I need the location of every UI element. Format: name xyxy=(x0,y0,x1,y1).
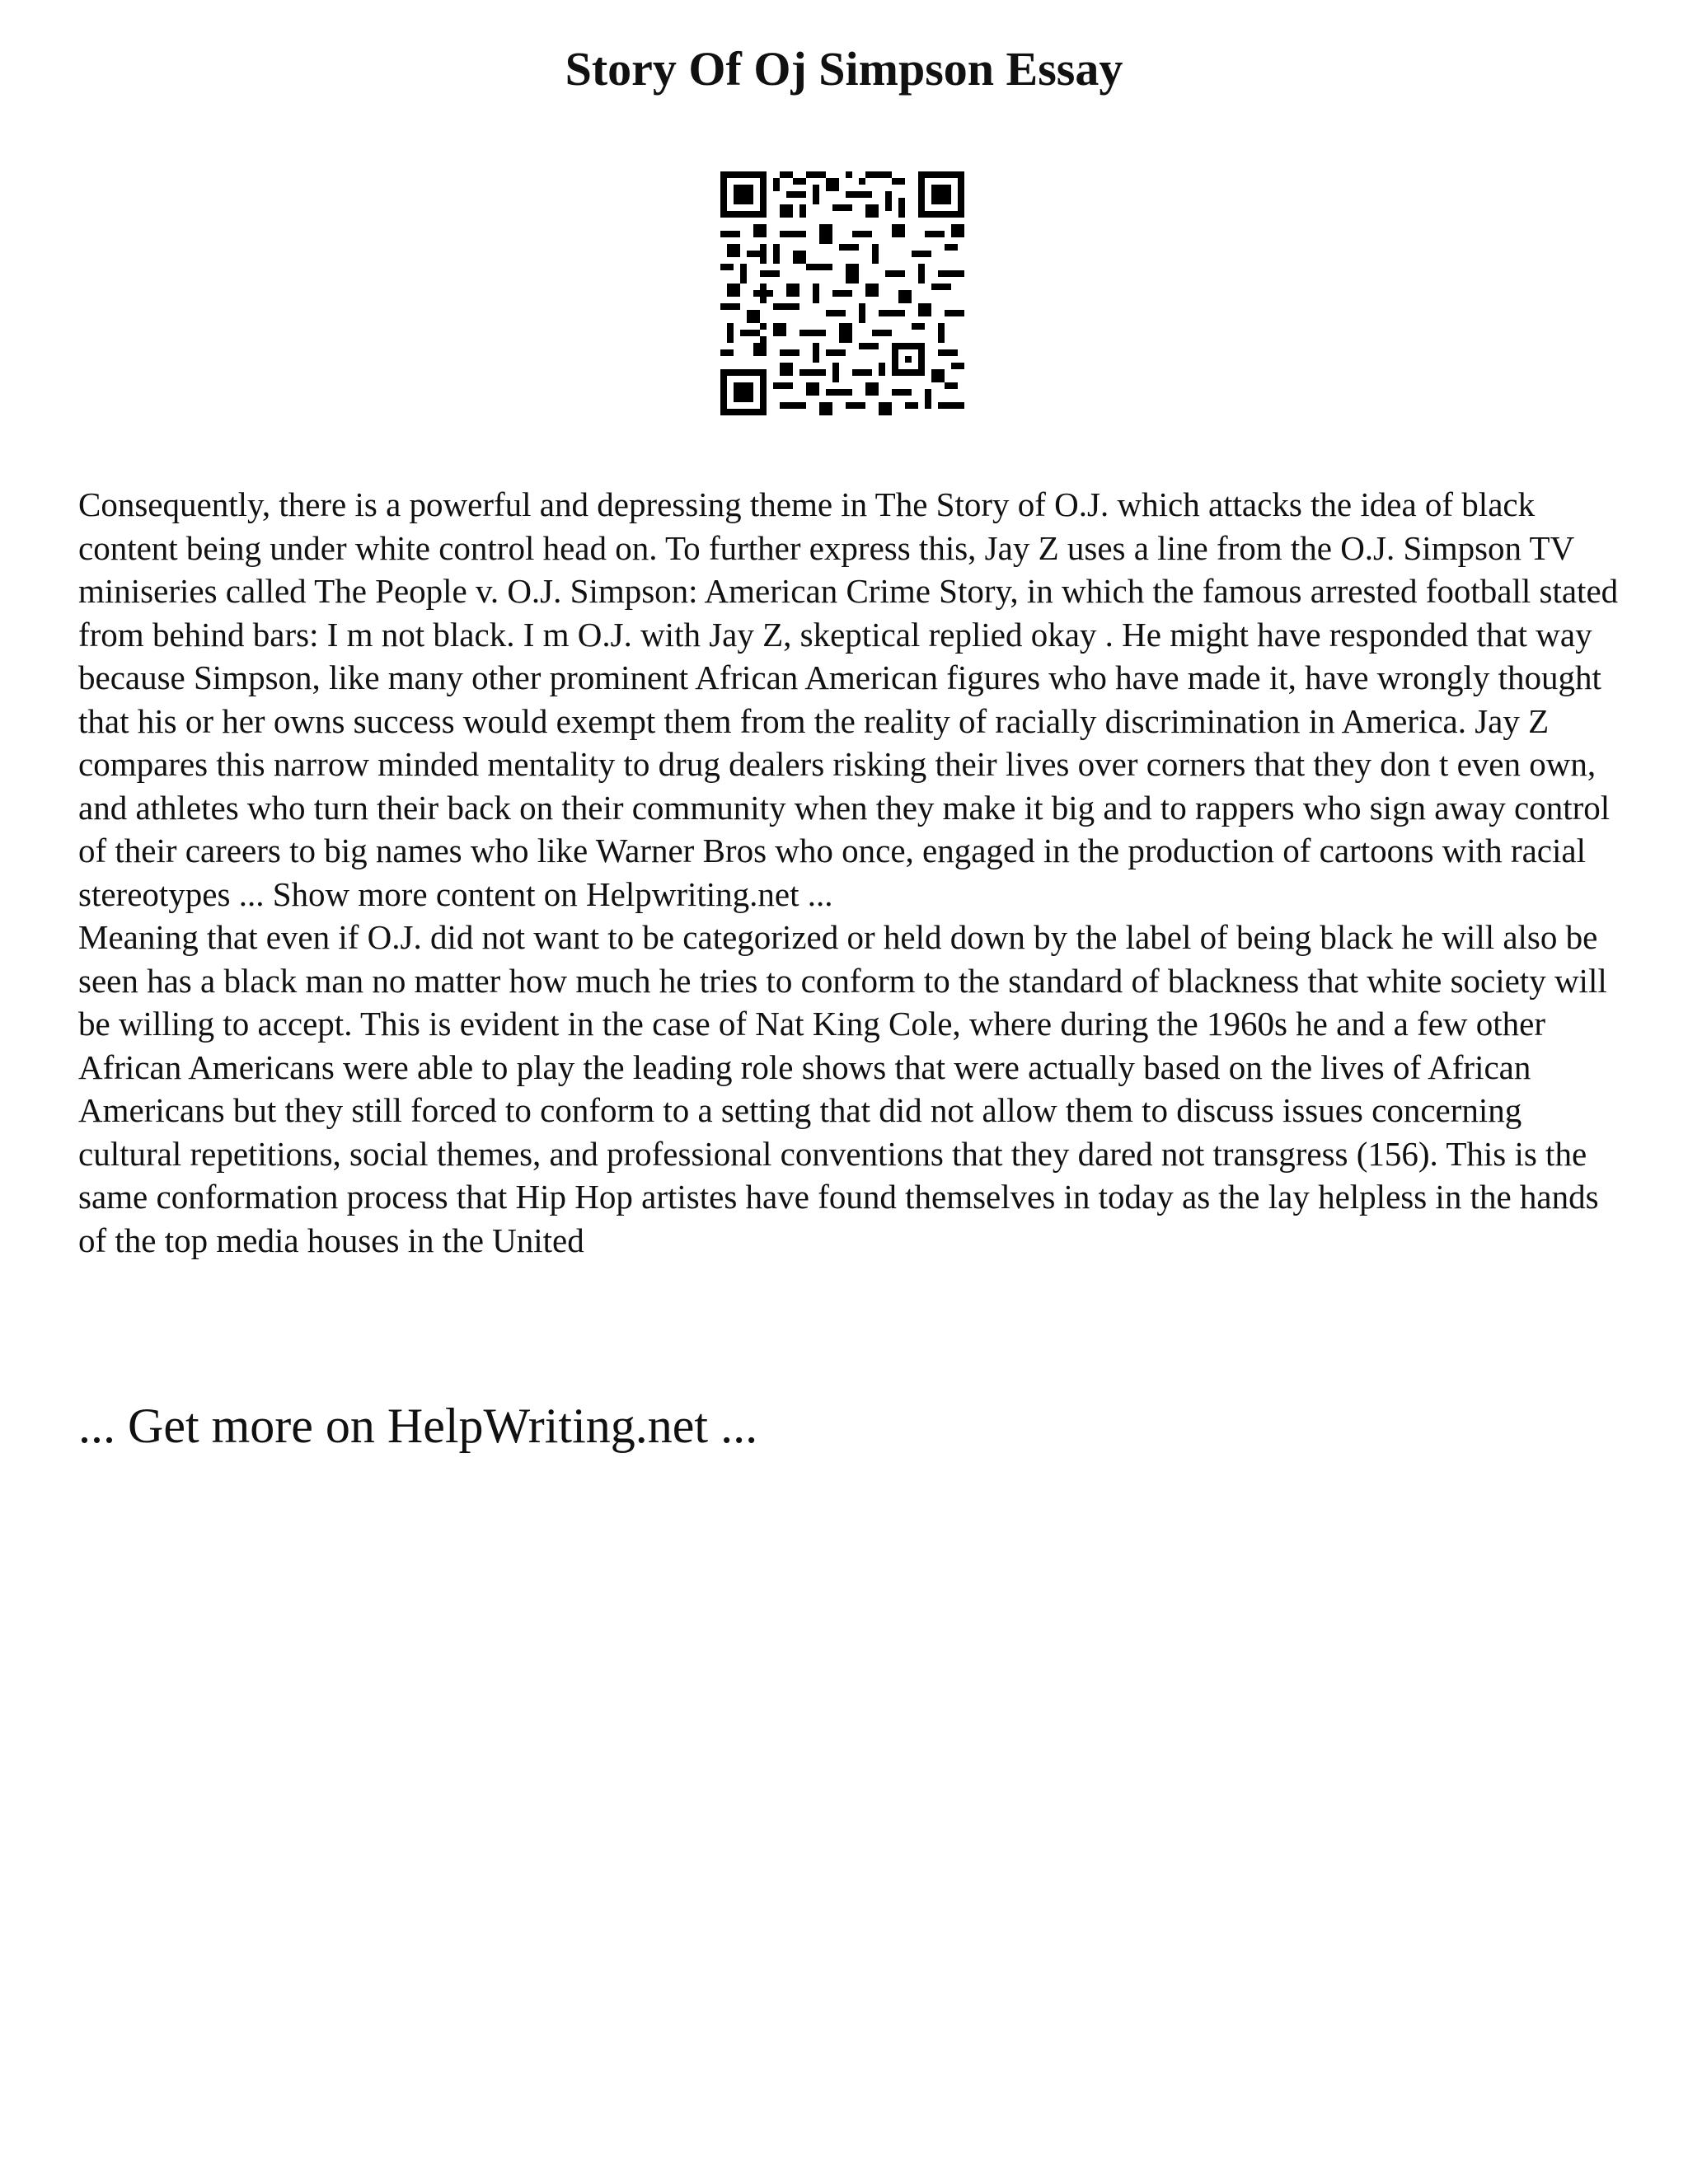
qr-code-icon xyxy=(720,171,964,415)
page-title: Story Of Oj Simpson Essay xyxy=(565,42,1123,96)
get-more-link[interactable]: ... Get more on HelpWriting.net ... xyxy=(78,1399,758,1453)
essay-paragraph: Consequently, there is a powerful and depressing theme in The Story of O.J. which attacks the idea of black content being under white control head on. To further express this, Jay Z uses a line from the O.J. Simpson TV miniseries called The People v. O.J. Simpson: American Crime Story, in which the famous arrested football stated from behind bars: I m not black. I m O.J. with Jay Z, skeptical replied okay . He might have responded that way because Simpson, like many other prominent African American figures who have made it, have wrongly thought that his or her owns success would exempt them from the reality of racially discrimination in America. Jay Z compares this narrow minded mentality to drug dealers risking their lives over corners that they don t even own, and athletes who turn their back on their community when they make it big and to rappers who sign away control of their careers to big names who like Warner Bros who once, engaged in the production of cartoons with racial stereotypes ... Show more content on Helpwriting.net ... xyxy=(78,485,1619,913)
essay-paragraph: Meaning that even if O.J. did not want to be categorized or held down by the label of being black he will also be seen has a black man no matter how much he tries to conform to the standard of blackness that white society will be willing to accept. This is evident in the case of Nat King Cole, where during the 1960s he and a few other African Americans were able to play the leading role shows that were actually based on the lives of African Americans but they still forced to conform to a setting that did not allow them to discuss issues concerning cultural repetitions, social themes, and professional conventions that they dared not transgress (156). This is the same conformation process that Hip Hop artistes have found themselves in today as the lay helpless in the hands of the top media houses in the United xyxy=(78,918,1607,1259)
essay-body xyxy=(78,483,1628,1262)
